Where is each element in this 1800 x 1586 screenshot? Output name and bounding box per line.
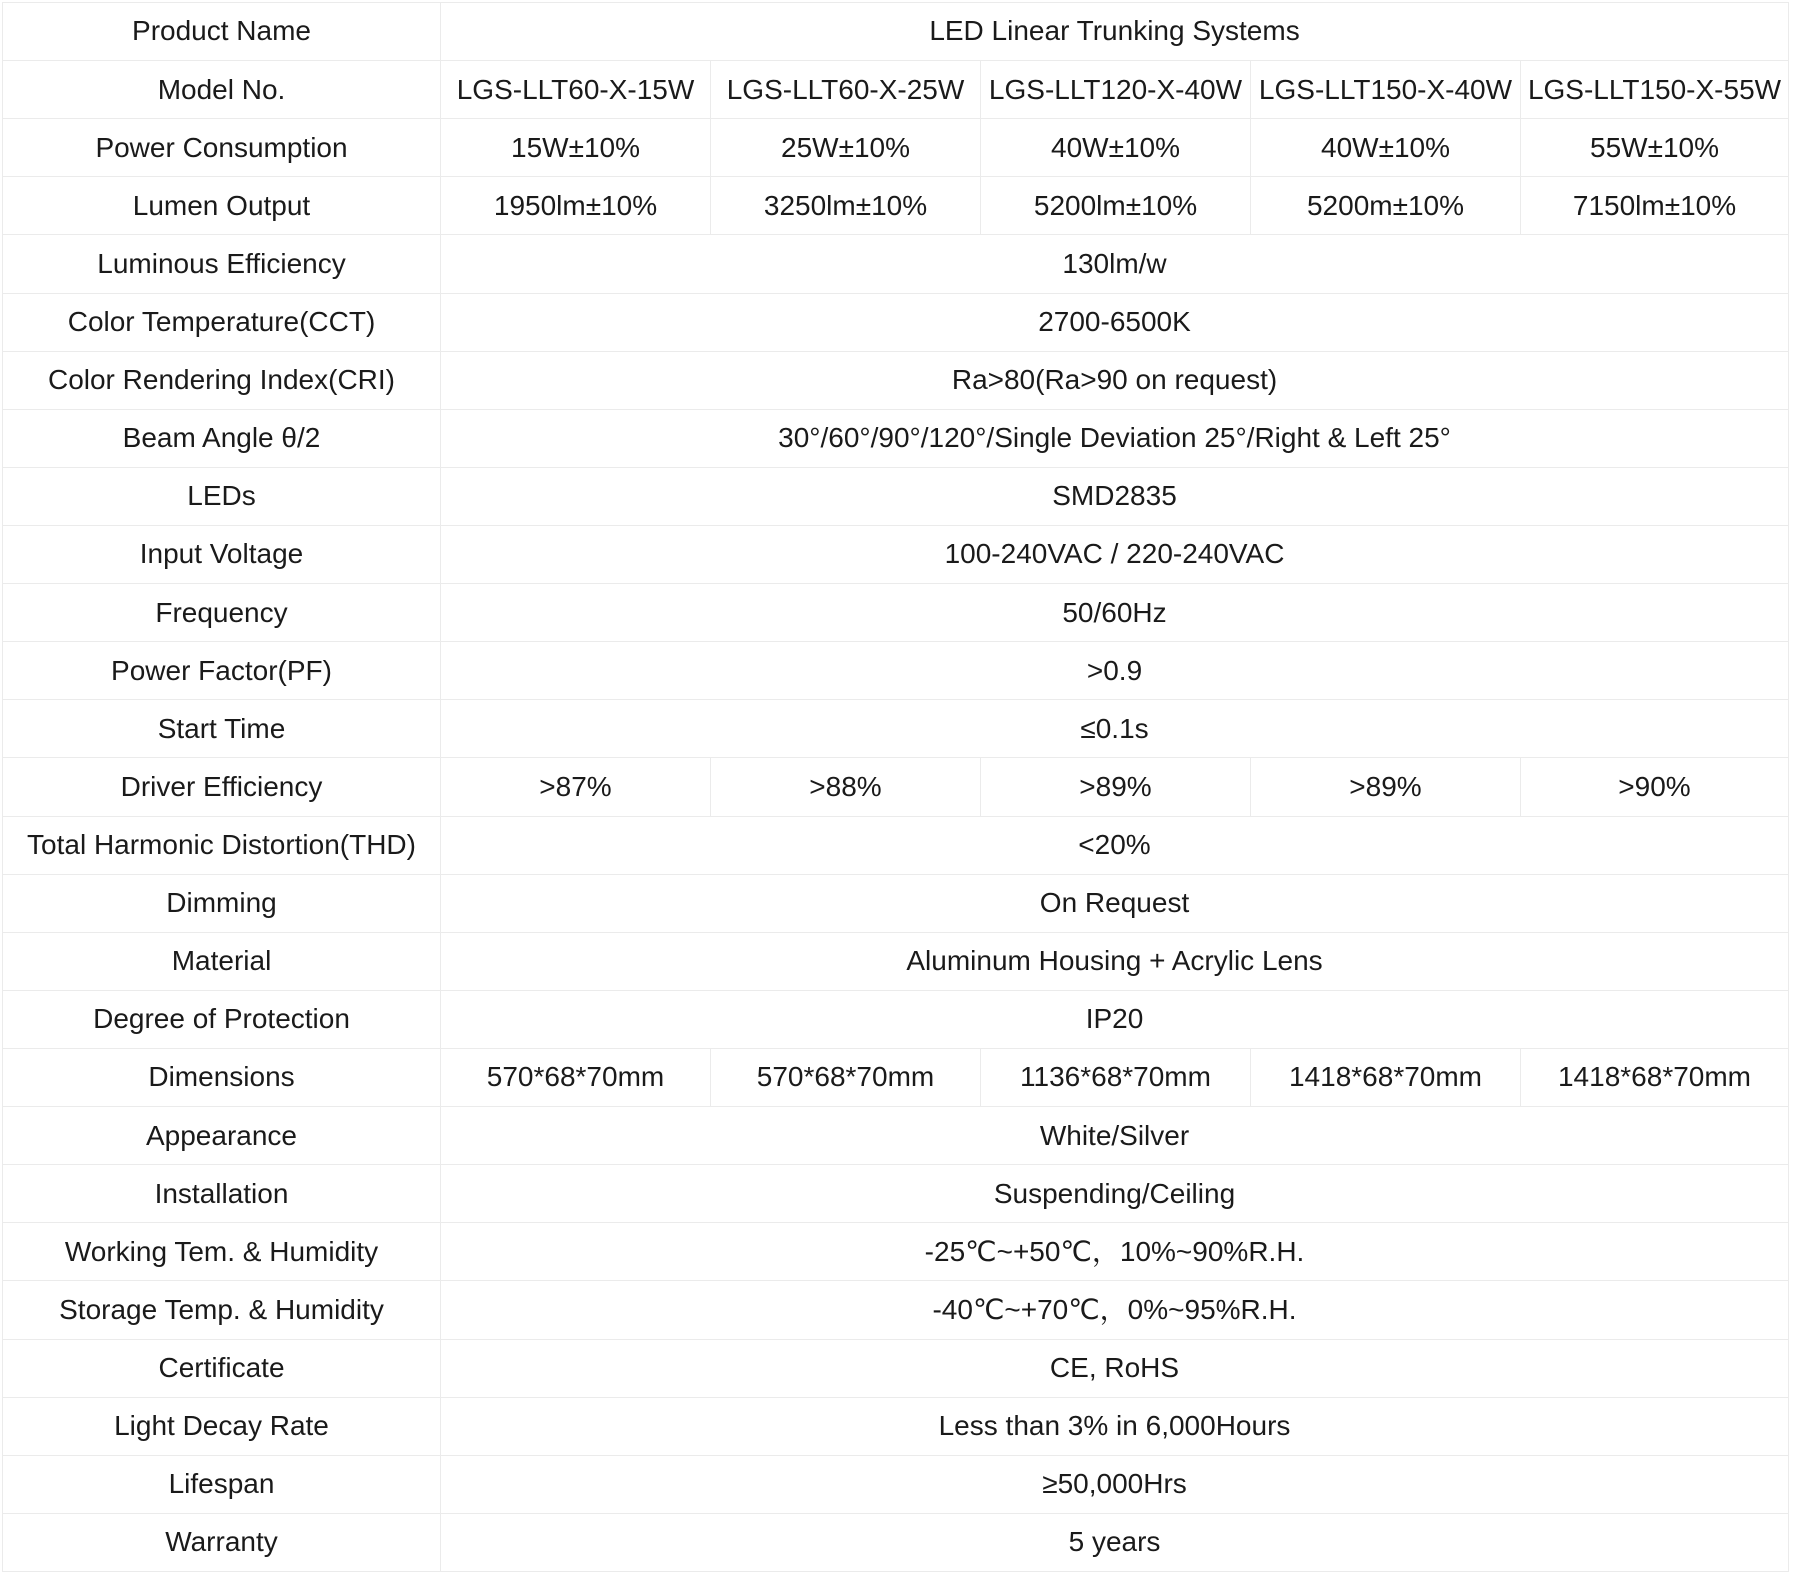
spec-value-cell: 30°/60°/90°/120°/Single Deviation 25°/Right & Left 25° — [441, 409, 1789, 467]
spec-value-cell: Suspending/Ceiling — [441, 1165, 1789, 1223]
table-row — [3, 1281, 1789, 1339]
spec-label-cell: Frequency — [3, 584, 441, 642]
spec-value-cell: 100-240VAC / 220-240VAC — [441, 525, 1789, 583]
spec-value-cell: 1418*68*70mm — [1521, 1048, 1789, 1106]
spec-label-cell: Color Rendering Index(CRI) — [3, 351, 441, 409]
spec-label-cell: Dimensions — [3, 1048, 441, 1106]
spec-value-cell: >0.9 — [441, 642, 1789, 700]
spec-label-cell: Installation — [3, 1165, 441, 1223]
table-row — [3, 1107, 1789, 1165]
table-row — [3, 3, 1789, 61]
spec-label-cell: Appearance — [3, 1107, 441, 1165]
table-row — [3, 235, 1789, 293]
table-row — [3, 1165, 1789, 1223]
spec-value-cell: 130lm/w — [441, 235, 1789, 293]
spec-value-cell: Less than 3% in 6,000Hours — [441, 1397, 1789, 1455]
spec-label-cell: Material — [3, 932, 441, 990]
spec-value-cell: 5200lm±10% — [981, 177, 1251, 235]
spec-value-cell: 15W±10% — [441, 119, 711, 177]
spec-table — [2, 2, 1789, 1572]
spec-label-cell: Lumen Output — [3, 177, 441, 235]
spec-value-cell: LGS-LLT60-X-25W — [711, 61, 981, 119]
table-row — [3, 642, 1789, 700]
spec-value-cell: 2700-6500K — [441, 293, 1789, 351]
spec-label-cell: Dimming — [3, 874, 441, 932]
spec-table-body — [3, 3, 1789, 1572]
table-row — [3, 61, 1789, 119]
table-row — [3, 932, 1789, 990]
spec-value-cell: On Request — [441, 874, 1789, 932]
spec-label-cell: Light Decay Rate — [3, 1397, 441, 1455]
spec-label-cell: Working Tem. & Humidity — [3, 1223, 441, 1281]
table-row — [3, 525, 1789, 583]
table-row — [3, 1455, 1789, 1513]
spec-label-cell: Input Voltage — [3, 525, 441, 583]
spec-label-cell: Degree of Protection — [3, 990, 441, 1048]
table-row — [3, 874, 1789, 932]
spec-value-cell: SMD2835 — [441, 467, 1789, 525]
table-row — [3, 467, 1789, 525]
spec-value-cell: 50/60Hz — [441, 584, 1789, 642]
table-row — [3, 1397, 1789, 1455]
spec-label-cell: Storage Temp. & Humidity — [3, 1281, 441, 1339]
spec-value-cell: 3250lm±10% — [711, 177, 981, 235]
spec-value-cell: >88% — [711, 758, 981, 816]
spec-value-cell: 5 years — [441, 1513, 1789, 1571]
spec-value-cell: Aluminum Housing + Acrylic Lens — [441, 932, 1789, 990]
spec-value-cell: >89% — [981, 758, 1251, 816]
spec-label-cell: Warranty — [3, 1513, 441, 1571]
spec-value-cell: IP20 — [441, 990, 1789, 1048]
spec-label-cell: Power Factor(PF) — [3, 642, 441, 700]
spec-value-cell: LGS-LLT150-X-55W — [1521, 61, 1789, 119]
spec-value-cell: LGS-LLT120-X-40W — [981, 61, 1251, 119]
spec-value-cell: 1418*68*70mm — [1251, 1048, 1521, 1106]
spec-label-cell: Lifespan — [3, 1455, 441, 1513]
spec-value-cell: 55W±10% — [1521, 119, 1789, 177]
spec-label-cell: Beam Angle θ/2 — [3, 409, 441, 467]
spec-label-cell: Product Name — [3, 3, 441, 61]
spec-value-cell: Ra>80(Ra>90 on request) — [441, 351, 1789, 409]
spec-value-cell: 40W±10% — [981, 119, 1251, 177]
table-row — [3, 177, 1789, 235]
table-row — [3, 293, 1789, 351]
spec-label-cell: Certificate — [3, 1339, 441, 1397]
spec-label-cell: Color Temperature(CCT) — [3, 293, 441, 351]
spec-value-cell: White/Silver — [441, 1107, 1789, 1165]
table-row — [3, 351, 1789, 409]
spec-label-cell: Total Harmonic Distortion(THD) — [3, 816, 441, 874]
spec-value-cell: 1136*68*70mm — [981, 1048, 1251, 1106]
table-row — [3, 990, 1789, 1048]
spec-label-cell: LEDs — [3, 467, 441, 525]
table-row — [3, 1223, 1789, 1281]
table-row — [3, 1513, 1789, 1571]
spec-value-cell: 1950lm±10% — [441, 177, 711, 235]
spec-label-cell: Power Consumption — [3, 119, 441, 177]
spec-value-cell: -25℃~+50℃，10%~90%R.H. — [441, 1223, 1789, 1281]
table-row — [3, 119, 1789, 177]
spec-value-cell: -40℃~+70℃，0%~95%R.H. — [441, 1281, 1789, 1339]
table-row — [3, 1048, 1789, 1106]
spec-value-cell: LGS-LLT60-X-15W — [441, 61, 711, 119]
spec-value-cell: >89% — [1251, 758, 1521, 816]
spec-value-cell: 7150lm±10% — [1521, 177, 1789, 235]
table-row — [3, 700, 1789, 758]
spec-value-cell: LED Linear Trunking Systems — [441, 3, 1789, 61]
spec-label-cell: Driver Efficiency — [3, 758, 441, 816]
table-row — [3, 584, 1789, 642]
table-row — [3, 409, 1789, 467]
spec-value-cell: CE, RoHS — [441, 1339, 1789, 1397]
table-row — [3, 816, 1789, 874]
spec-value-cell: >87% — [441, 758, 711, 816]
spec-value-cell: 5200m±10% — [1251, 177, 1521, 235]
spec-value-cell: 570*68*70mm — [441, 1048, 711, 1106]
table-row — [3, 758, 1789, 816]
spec-label-cell: Luminous Efficiency — [3, 235, 441, 293]
spec-value-cell: LGS-LLT150-X-40W — [1251, 61, 1521, 119]
spec-value-cell: ≤0.1s — [441, 700, 1789, 758]
spec-label-cell: Start Time — [3, 700, 441, 758]
spec-value-cell: 40W±10% — [1251, 119, 1521, 177]
table-row — [3, 1339, 1789, 1397]
spec-value-cell: >90% — [1521, 758, 1789, 816]
spec-value-cell: ≥50,000Hrs — [441, 1455, 1789, 1513]
spec-value-cell: 25W±10% — [711, 119, 981, 177]
spec-value-cell: 570*68*70mm — [711, 1048, 981, 1106]
spec-value-cell: <20% — [441, 816, 1789, 874]
spec-label-cell: Model No. — [3, 61, 441, 119]
